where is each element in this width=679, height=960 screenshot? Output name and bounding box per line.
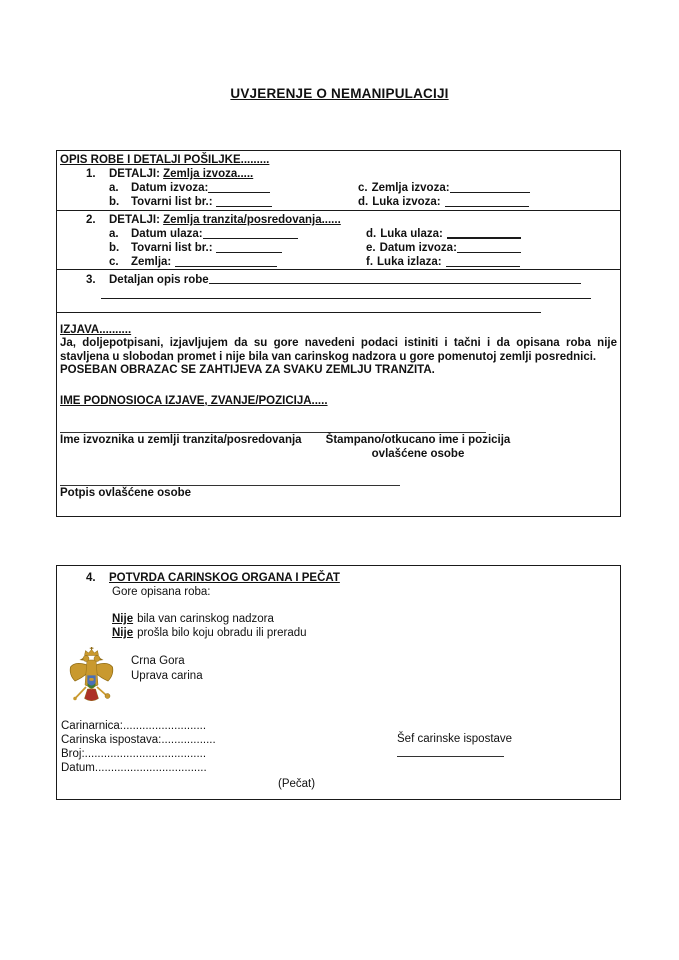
nije-line1-text: bila van carinskog nadzora (137, 613, 274, 625)
blank-field (450, 182, 530, 193)
authorized-signature-label: Potpis ovlašćene osobe (60, 486, 192, 499)
nije-emphasis: Nije (112, 613, 134, 625)
field-prefix: d. (358, 196, 369, 208)
signature-labels-row (60, 433, 617, 461)
field-label: Zemlja: (131, 256, 172, 268)
section-2-sublabel: Zemlja tranzita/posredovanja...... (163, 214, 341, 226)
customs-confirmation-box (56, 565, 621, 800)
customs-office-details (60, 719, 617, 775)
declaration-heading: IZJAVA.......... (60, 324, 132, 336)
field-tovarni-list-2 (60, 241, 366, 255)
field-label: Luka izvoza: (372, 196, 441, 208)
blank-field (101, 288, 591, 299)
section-3-row (57, 270, 620, 518)
blank-field (216, 242, 282, 253)
field-prefix: f. (366, 256, 374, 268)
section-1-label: DETALJI: (109, 168, 160, 180)
field-row (60, 195, 617, 209)
field-label: Luka izlaza: (377, 256, 442, 268)
section-3-label: Detaljan opis robe (109, 274, 209, 286)
field-datum-izvoza-2 (366, 241, 617, 255)
customs-authority-block (68, 647, 617, 706)
exporter-name-label: Ime izvoznika u zemlji tranzita/posredovanja (60, 433, 302, 446)
section-2-heading (60, 213, 617, 227)
goods-description-line (60, 273, 617, 287)
date-field: Datum................................... (61, 762, 207, 774)
montenegro-coat-of-arms-icon (68, 647, 115, 706)
section-3-number: 3. (86, 274, 96, 286)
field-zemlja-izvoza (358, 181, 617, 195)
field-label: Tovarni list br.: (131, 196, 213, 208)
field-prefix: a. (109, 228, 119, 240)
field-label: Datum izvoza: (379, 242, 457, 254)
section-4-number: 4. (86, 572, 96, 584)
field-prefix: c. (358, 182, 368, 194)
field-luka-ulaza (366, 227, 617, 241)
field-prefix: c. (109, 256, 119, 268)
field-zemlja (60, 255, 366, 269)
customs-house-field: Carinarnica:.......................... (61, 720, 207, 732)
blank-field (57, 302, 541, 313)
country-name: Crna Gora (131, 655, 185, 667)
customs-branch-field: Carinska ispostava:................. (61, 734, 216, 746)
declaration-body: Ja, doljepotpisani, izjavljujem da su gore navedeni podaci istiniti i tačni i da opisana roba nije stavljena u slobodan promet i nije bila van carinskog nadzora u gore pomenutoj zemlji posrednici. (60, 337, 617, 363)
field-prefix: e. (366, 242, 376, 254)
field-row (60, 241, 617, 255)
field-prefix: d. (366, 228, 377, 240)
declaration-note: POSEBAN OBRAZAC SE ZAHTIJEVA ZA SVAKU ZEMLJU TRANZITA. (60, 364, 435, 377)
field-row (60, 227, 617, 241)
nije-line2-text: prošla bilo koju obradu ili preradu (137, 627, 307, 639)
blank-field (457, 242, 521, 253)
branch-chief-block (397, 733, 567, 757)
printed-name-label-line2: ovlašćene osobe (371, 447, 465, 460)
number-field: Broj:...................................... (61, 748, 207, 760)
printed-name-label-line1: Štampano/otkucano ime i pozicija (325, 433, 511, 446)
field-prefix: b. (109, 196, 120, 208)
stamp-placeholder-label: (Pečat) (278, 778, 316, 790)
blank-field (208, 182, 270, 193)
section-4-heading-row (60, 571, 617, 585)
customs-administration-name: Uprava carina (131, 669, 203, 682)
blank-field (175, 256, 277, 267)
field-row (60, 181, 617, 195)
blank-field (203, 228, 298, 239)
section-1-sublabel: Zemlja izvoza..... (163, 168, 254, 180)
not-outside-supervision-line (112, 612, 617, 626)
field-prefix: b. (109, 242, 120, 254)
goods-above-label: Gore opisana roba: (112, 586, 211, 598)
field-label: Datum ulaza: (131, 228, 203, 240)
printed-name-label (318, 433, 518, 461)
field-label: Datum izvoza: (131, 182, 209, 194)
blank-field (209, 273, 581, 284)
section-1-number: 1. (86, 168, 96, 180)
section-4-heading: POTVRDA CARINSKOG ORGANA I PEČAT (109, 572, 340, 584)
blank-field (445, 196, 529, 207)
branch-chief-signature-line (397, 756, 504, 757)
field-label: Tovarni list br.: (131, 242, 213, 254)
goods-description-line (60, 301, 617, 315)
box1-header: OPIS ROBE I DETALJI POŠILJKE......... (60, 154, 270, 166)
section-1-heading (60, 167, 617, 181)
field-datum-izvoza (60, 181, 358, 195)
field-label: Luka ulaza: (380, 228, 443, 240)
branch-chief-label: Šef carinske ispostave (397, 733, 513, 745)
section-2-number: 2. (86, 214, 96, 226)
section-2-row (57, 211, 620, 270)
field-row (60, 255, 617, 269)
field-luka-izlaza (366, 255, 617, 269)
section-1-row (57, 151, 620, 211)
not-processed-line (112, 626, 617, 640)
field-luka-izvoza (358, 195, 617, 209)
customs-authority-name (131, 647, 203, 706)
blank-field (447, 228, 521, 239)
field-label: Zemlja izvoza: (371, 182, 450, 194)
nije-emphasis: Nije (112, 627, 134, 639)
goods-description-box (56, 150, 621, 517)
blank-field (216, 196, 272, 207)
field-datum-ulaza (60, 227, 366, 241)
page-title: UVJERENJE O NEMANIPULACIJI (230, 86, 449, 101)
goods-description-line (60, 287, 617, 301)
field-prefix: a. (109, 182, 119, 194)
field-tovarni-list (60, 195, 358, 209)
blank-field (446, 256, 520, 267)
applicant-heading: IME PODNOSIOCA IZJAVE, ZVANJE/POZICIJA..... (60, 394, 328, 407)
section-2-label: DETALJI: (109, 214, 160, 226)
